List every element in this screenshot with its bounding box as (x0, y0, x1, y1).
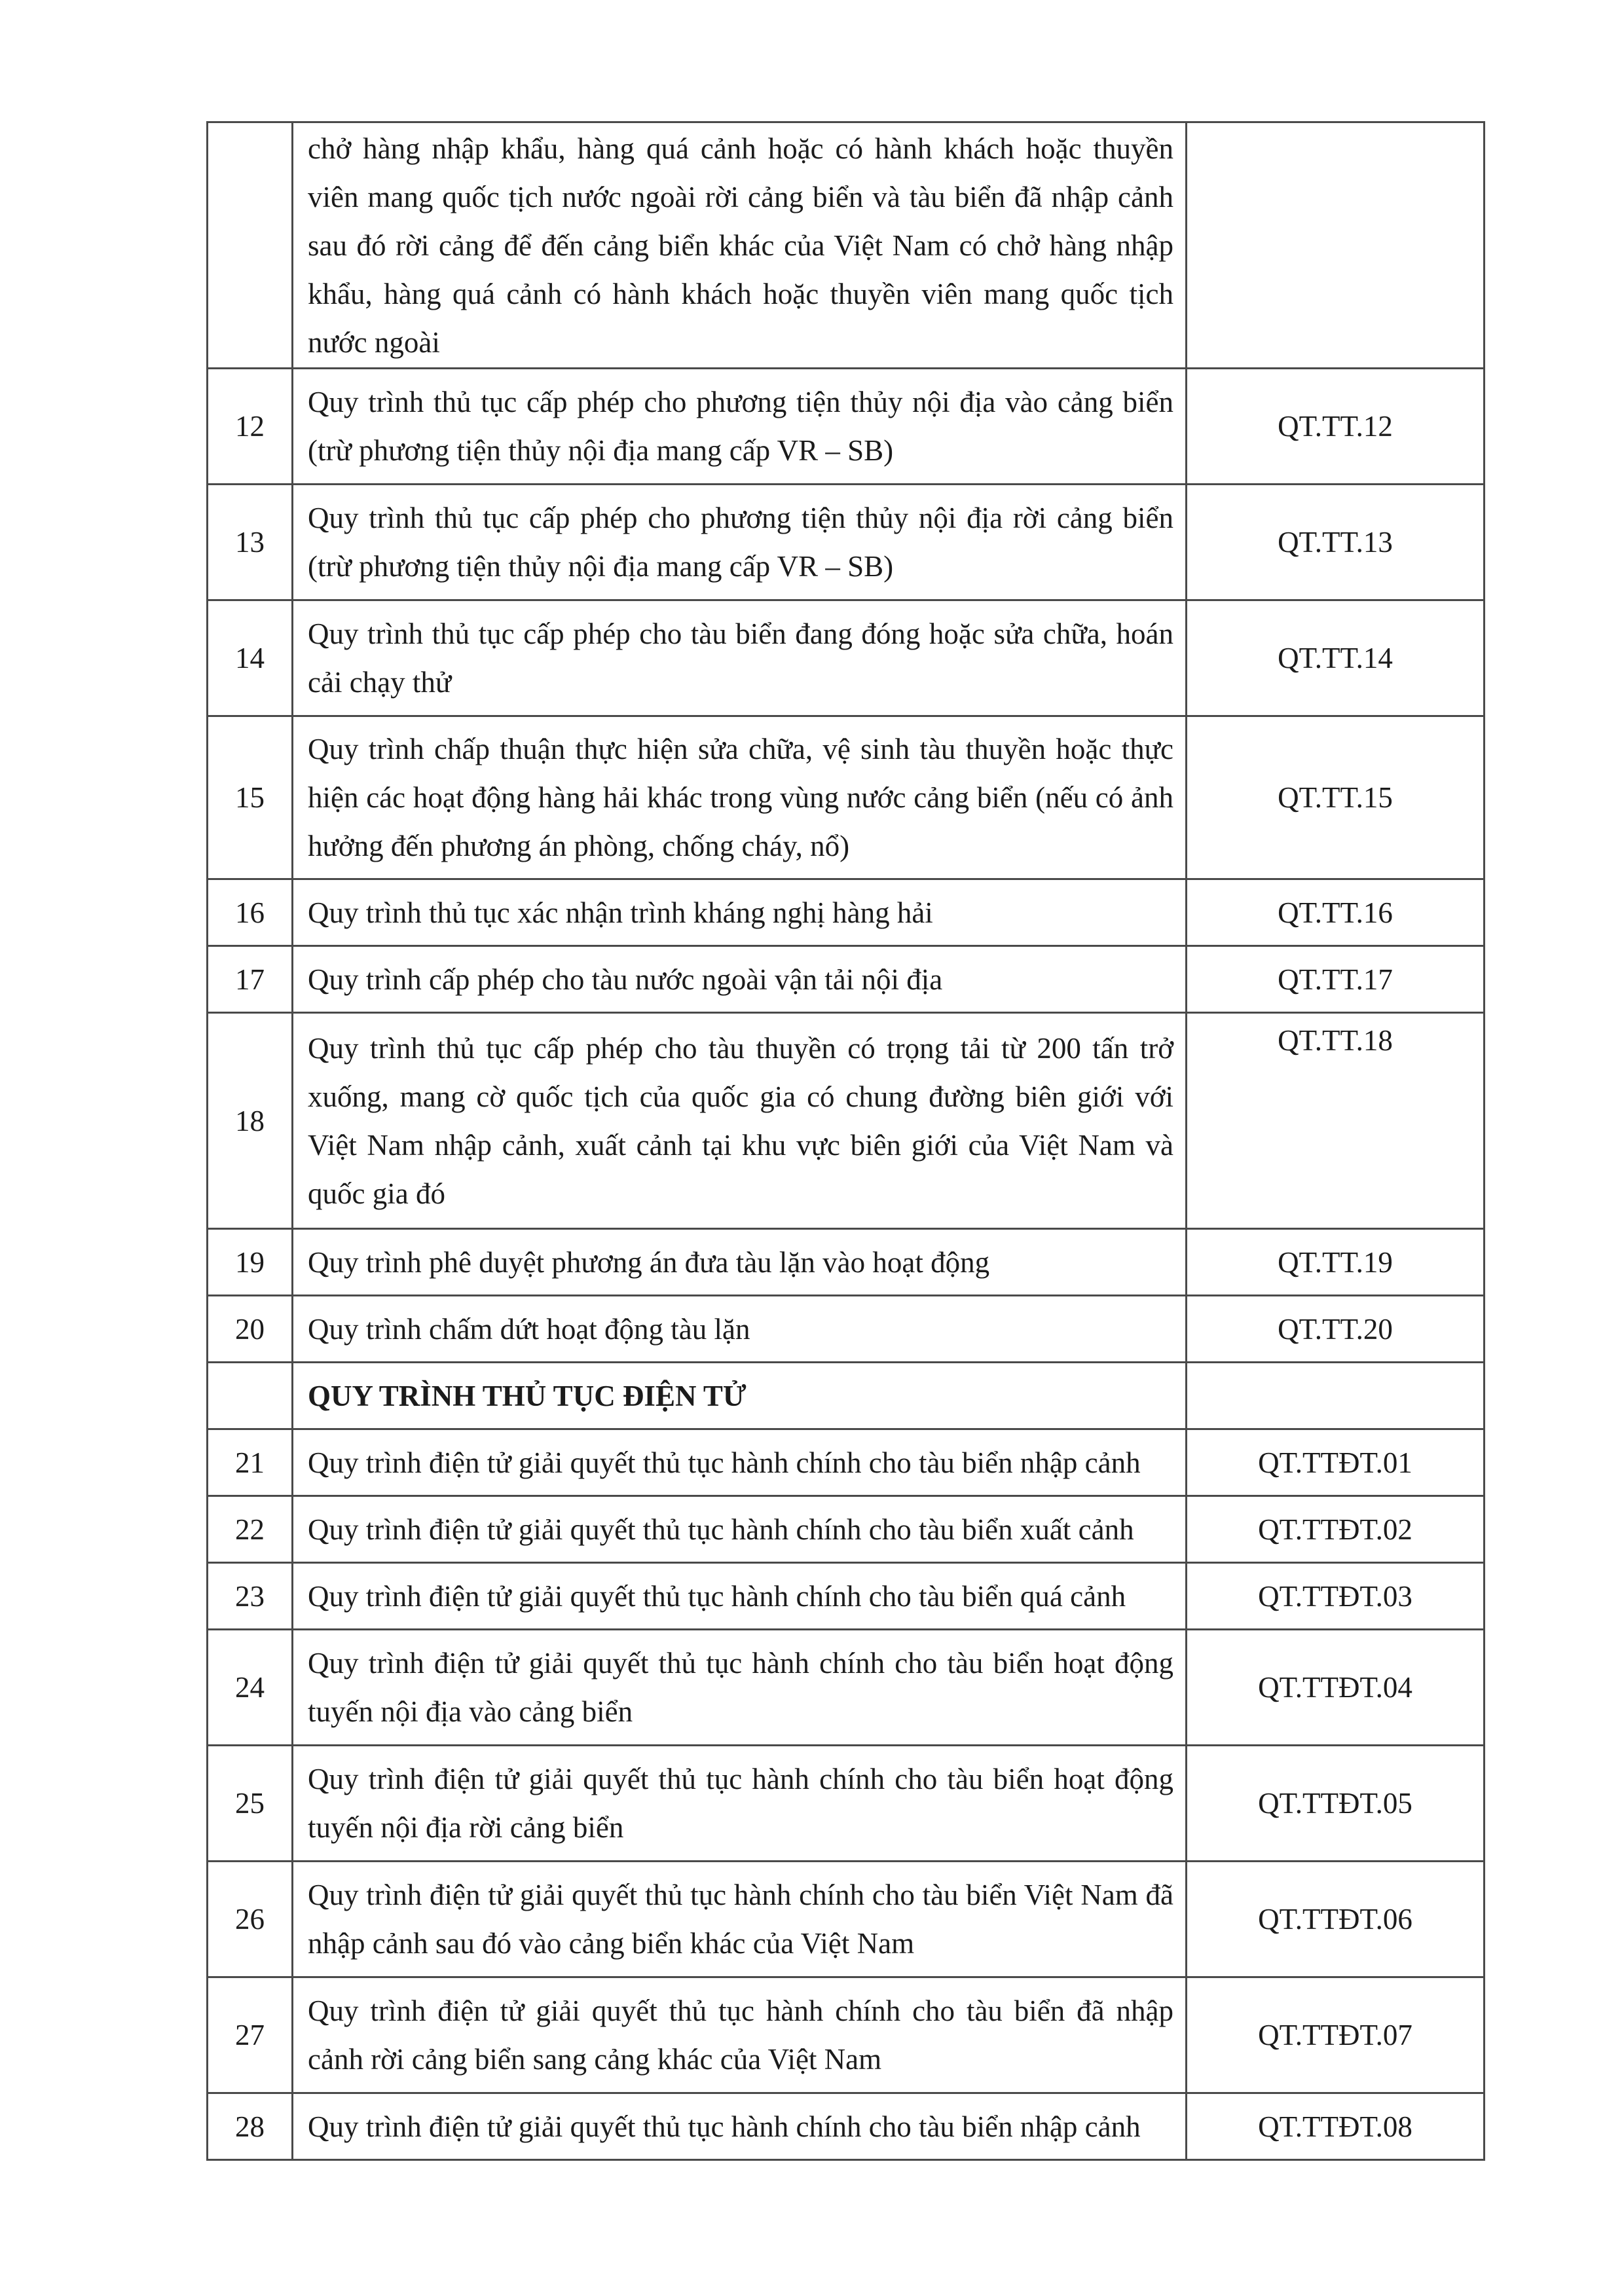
row-number: 28 (208, 2093, 293, 2160)
procedure-name: Quy trình điện tử giải quyết thủ tục hành chính cho tàu biển nhập cảnh (293, 2093, 1187, 2160)
table-row (208, 1296, 1485, 1363)
table-row (208, 122, 1485, 369)
procedure-name: Quy trình chấp thuận thực hiện sửa chữa, vệ sinh tàu thuyền hoặc thực hiện các hoạt động hàng hải khác trong vùng nước cảng biển (nếu có ảnh hưởng đến phương án phòng, chống cháy, nổ) (293, 716, 1187, 879)
table-row (208, 1013, 1485, 1229)
procedure-code: QT.TT.12 (1187, 369, 1485, 485)
row-number: 24 (208, 1630, 293, 1746)
row-number: 14 (208, 600, 293, 716)
procedure-code: QT.TT.17 (1187, 946, 1485, 1013)
table-row (208, 879, 1485, 946)
procedure-code: QT.TTĐT.02 (1187, 1496, 1485, 1563)
row-number: 21 (208, 1429, 293, 1496)
procedure-code (1187, 122, 1485, 369)
table-row (208, 485, 1485, 600)
procedure-name: Quy trình chấm dứt hoạt động tàu lặn (293, 1296, 1187, 1363)
procedure-code: QT.TTĐT.08 (1187, 2093, 1485, 2160)
procedure-code: QT.TTĐT.04 (1187, 1630, 1485, 1746)
procedure-name: Quy trình thủ tục cấp phép cho phương tiện thủy nội địa vào cảng biển (trừ phương tiện thủy nội địa mang cấp VR – SB) (293, 369, 1187, 485)
table-row (208, 369, 1485, 485)
procedure-table (206, 121, 1485, 2161)
row-number: 18 (208, 1013, 293, 1229)
table-row (208, 600, 1485, 716)
row-number: 27 (208, 1977, 293, 2093)
procedure-code: QT.TT.13 (1187, 485, 1485, 600)
table-row (208, 2093, 1485, 2160)
section-row (208, 1363, 1485, 1429)
table-row (208, 1630, 1485, 1746)
procedure-code: QT.TTĐT.07 (1187, 1977, 1485, 2093)
table-row (208, 1746, 1485, 1862)
row-number: 22 (208, 1496, 293, 1563)
procedure-name: Quy trình thủ tục cấp phép cho phương tiện thủy nội địa rời cảng biển (trừ phương tiện thủy nội địa mang cấp VR – SB) (293, 485, 1187, 600)
procedure-name: Quy trình điện tử giải quyết thủ tục hành chính cho tàu biển nhập cảnh (293, 1429, 1187, 1496)
procedure-code: QT.TT.19 (1187, 1229, 1485, 1296)
procedure-code: QT.TTĐT.05 (1187, 1746, 1485, 1862)
table-row (208, 716, 1485, 879)
table-row (208, 1429, 1485, 1496)
procedure-name: Quy trình phê duyệt phương án đưa tàu lặn vào hoạt động (293, 1229, 1187, 1296)
procedure-name: Quy trình điện tử giải quyết thủ tục hành chính cho tàu biển quá cảnh (293, 1563, 1187, 1630)
procedure-name: Quy trình điện tử giải quyết thủ tục hành chính cho tàu biển Việt Nam đã nhập cảnh sau đó vào cảng biển khác của Việt Nam (293, 1862, 1187, 1977)
row-number: 25 (208, 1746, 293, 1862)
row-number (208, 1363, 293, 1429)
row-number: 19 (208, 1229, 293, 1296)
table-row (208, 1496, 1485, 1563)
procedure-code (1187, 1363, 1485, 1429)
procedure-name: Quy trình điện tử giải quyết thủ tục hành chính cho tàu biển hoạt động tuyến nội địa vào cảng biển (293, 1630, 1187, 1746)
table-row (208, 1977, 1485, 2093)
procedure-name: chở hàng nhập khẩu, hàng quá cảnh hoặc có hành khách hoặc thuyền viên mang quốc tịch nước ngoài rời cảng biển và tàu biển đã nhập cảnh sau đó rời cảng để đến cảng biển khác của Việt Nam có chở hàng nhập khẩu, hàng quá cảnh có hành khách hoặc thuyền viên mang quốc tịch nước ngoài (293, 122, 1187, 369)
row-number (208, 122, 293, 369)
procedure-code: QT.TT.15 (1187, 716, 1485, 879)
procedure-code: QT.TT.16 (1187, 879, 1485, 946)
row-number: 16 (208, 879, 293, 946)
row-number: 20 (208, 1296, 293, 1363)
row-number: 23 (208, 1563, 293, 1630)
table-row (208, 946, 1485, 1013)
section-title: QUY TRÌNH THỦ TỤC ĐIỆN TỬ (293, 1363, 1187, 1429)
procedure-name: Quy trình thủ tục xác nhận trình kháng nghị hàng hải (293, 879, 1187, 946)
procedure-name: Quy trình thủ tục cấp phép cho tàu biển đang đóng hoặc sửa chữa, hoán cải chạy thử (293, 600, 1187, 716)
table-row (208, 1563, 1485, 1630)
procedure-code: QT.TTĐT.03 (1187, 1563, 1485, 1630)
table-row (208, 1229, 1485, 1296)
procedure-code: QT.TT.20 (1187, 1296, 1485, 1363)
procedure-code: QT.TT.18 (1187, 1013, 1485, 1229)
procedure-name: Quy trình thủ tục cấp phép cho tàu thuyền có trọng tải từ 200 tấn trở xuống, mang cờ quốc tịch của quốc gia có chung đường biên giới với Việt Nam nhập cảnh, xuất cảnh tại khu vực biên giới của Việt Nam và quốc gia đó (293, 1013, 1187, 1229)
row-number: 15 (208, 716, 293, 879)
row-number: 13 (208, 485, 293, 600)
procedure-code: QT.TTĐT.06 (1187, 1862, 1485, 1977)
row-number: 12 (208, 369, 293, 485)
row-number: 26 (208, 1862, 293, 1977)
procedure-name: Quy trình cấp phép cho tàu nước ngoài vận tải nội địa (293, 946, 1187, 1013)
procedure-name: Quy trình điện tử giải quyết thủ tục hành chính cho tàu biển hoạt động tuyến nội địa rời cảng biển (293, 1746, 1187, 1862)
procedure-code: QT.TT.14 (1187, 600, 1485, 716)
procedure-code: QT.TTĐT.01 (1187, 1429, 1485, 1496)
procedure-name: Quy trình điện tử giải quyết thủ tục hành chính cho tàu biển đã nhập cảnh rời cảng biển sang cảng khác của Việt Nam (293, 1977, 1187, 2093)
row-number: 17 (208, 946, 293, 1013)
table-row (208, 1862, 1485, 1977)
procedure-name: Quy trình điện tử giải quyết thủ tục hành chính cho tàu biển xuất cảnh (293, 1496, 1187, 1563)
